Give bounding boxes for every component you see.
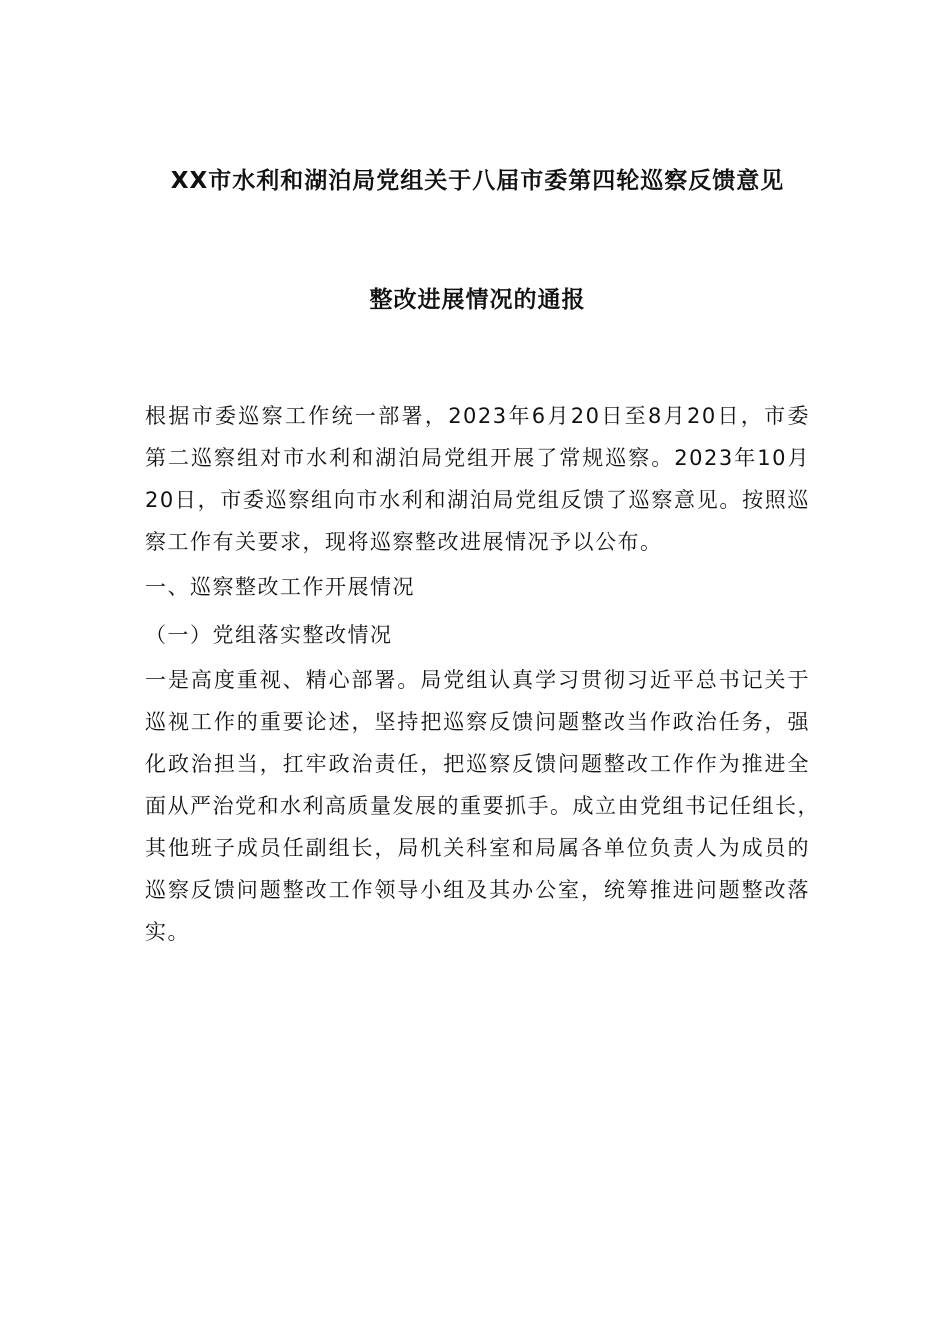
document-title-line-1: XX市水利和湖泊局党组关于八届市委第四轮巡察反馈意见 <box>170 168 785 194</box>
intro-line: 第二巡察组对市水利和湖泊局党组开展了常规巡察。2023年10月 <box>145 446 810 470</box>
intro-paragraph <box>145 395 810 563</box>
point-line: 其他班子成员任副组长，局机关科室和局属各单位负责人为成员的 <box>145 836 810 860</box>
intro-line: 20日，市委巡察组向市水利和湖泊局党组反馈了巡察意见。按照巡 <box>145 488 810 512</box>
document-body <box>145 395 820 953</box>
point-line: 一是高度重视、精心部署。局党组认真学习贯彻习近平总书记关于 <box>145 668 810 692</box>
point-line: 面从严治党和水利高质量发展的重要抓手。成立由党组书记任组长， <box>145 794 820 818</box>
point-line: 巡视工作的重要论述，坚持把巡察反馈问题整改当作政治任务，强 <box>145 710 810 734</box>
point-paragraph <box>145 659 820 953</box>
point-line: 实。 <box>145 920 190 944</box>
intro-line: 察工作有关要求，现将巡察整改进展情况予以公布。 <box>145 530 663 554</box>
subsection-heading: （一）党组落实整改情况 <box>145 623 393 647</box>
document-title-line-2: 整改进展情况的通报 <box>369 287 586 313</box>
point-line: 化政治担当，扛牢政治责任，把巡察反馈问题整改工作作为推进全 <box>145 752 810 776</box>
intro-line: 根据市委巡察工作统一部署，2023年6月20日至8月20日，市委 <box>145 404 810 428</box>
section-heading: 一、巡察整改工作开展情况 <box>145 575 415 599</box>
point-line: 巡察反馈问题整改工作领导小组及其办公室，统筹推进问题整改落 <box>145 878 810 902</box>
